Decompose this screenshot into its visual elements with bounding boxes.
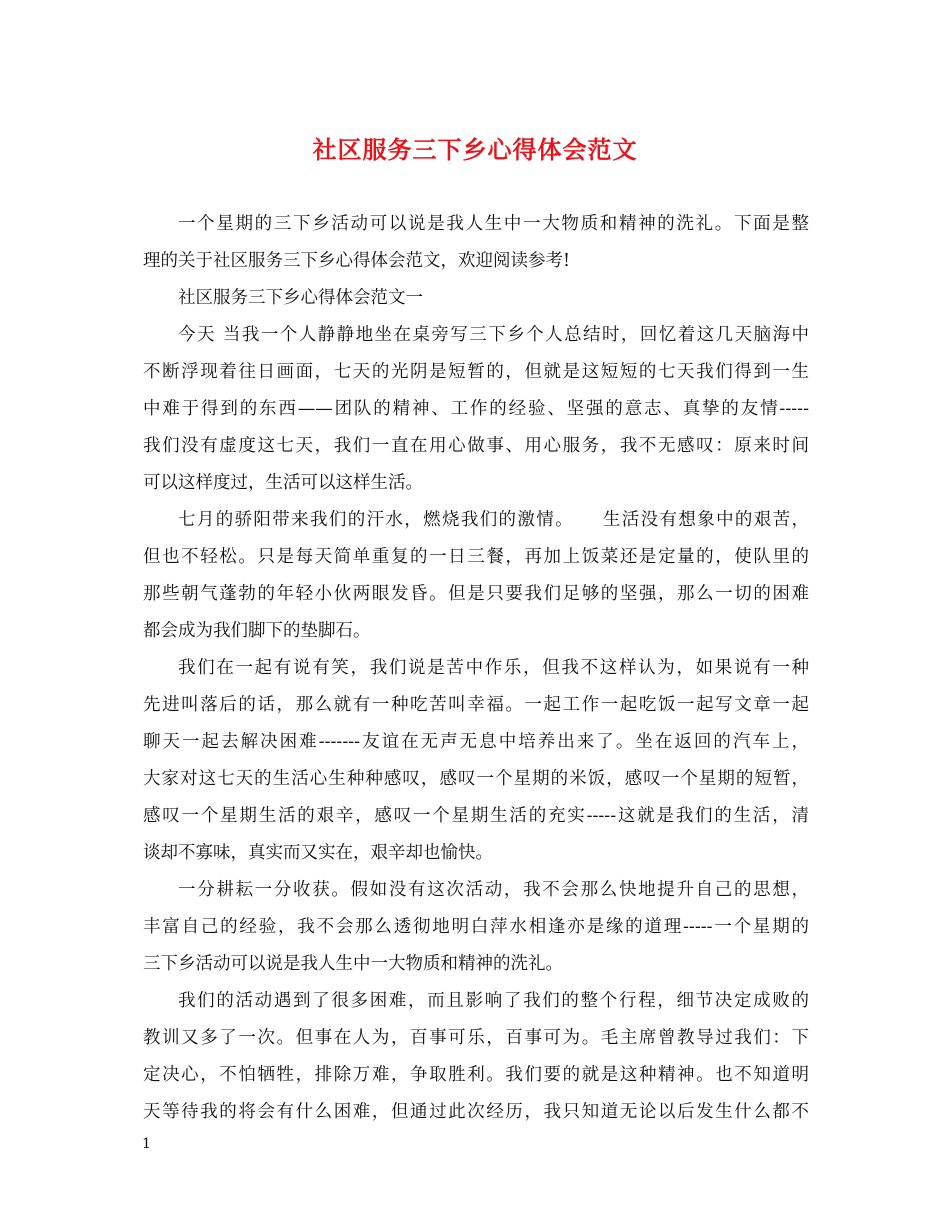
text-line: 我们的活动遇到了很多困难，而且影响了我们的整个行程，细节决定成败的	[178, 991, 809, 1011]
text-line: 一个星期的三下乡活动可以说是我人生中一大物质和精神的洗礼。下面是整	[178, 214, 809, 234]
text-line: 七月的骄阳带来我们的汗水，燃烧我们的激情。 生活没有想象中的艰苦，	[178, 510, 809, 530]
text-line: 理的关于社区服务三下乡心得体会范文，欢迎阅读参考!	[143, 251, 571, 271]
text-line: 一分耕耘一分收获。假如没有这次活动，我不会那么快地提升自己的思想，	[178, 880, 809, 900]
document-body	[143, 206, 809, 1131]
text-line: 社区服务三下乡心得体会范文一	[178, 288, 423, 308]
paragraph	[143, 206, 809, 280]
text-line: 我们没有虚度这七天，我们一直在用心做事、用心服务，我不无感叹：原来时间	[143, 436, 809, 456]
paragraph	[143, 872, 809, 983]
text-line: 天等待我的将会有什么困难，但通过此次经历，我只知道无论以后发生什么都不	[143, 1102, 809, 1122]
text-line: 丰富自己的经验，我不会那么透彻地明白萍水相逢亦是缘的道理-----一个星期的	[143, 917, 809, 937]
text-line: 可以这样度过，生活可以这样生活。	[143, 473, 423, 493]
text-line: 但也不轻松。只是每天简单重复的一日三餐，再加上饭菜还是定量的，使队里的	[143, 547, 809, 567]
text-line: 先进叫落后的话，那么就有一种吃苦叫幸福。一起工作一起吃饭一起写文章一起	[143, 695, 809, 715]
text-line: 都会成为我们脚下的垫脚石。	[143, 621, 371, 641]
paragraph	[143, 317, 809, 502]
text-line: 中难于得到的东西——团队的精神、工作的经验、坚强的意志、真挚的友情-----	[143, 399, 809, 419]
text-line: 感叹一个星期生活的艰辛，感叹一个星期生活的充实-----这就是我们的生活，清	[143, 806, 809, 826]
text-line: 定决心，不怕牺牲，排除万难，争取胜利。我们要的就是这种精神。也不知道明	[143, 1065, 809, 1085]
text-line: 谈却不寡味，真实而又实在，艰辛却也愉快。	[143, 843, 493, 863]
text-line: 三下乡活动可以说是我人生中一大物质和精神的洗礼。	[143, 954, 563, 974]
text-line: 今天 当我一个人静静地坐在桌旁写三下乡个人总结时，回忆着这几天脑海中	[178, 325, 809, 345]
text-line: 那些朝气蓬勃的年轻小伙两眼发昏。但是只要我们足够的坚强，那么一切的困难	[143, 584, 809, 604]
paragraph	[143, 280, 809, 317]
paragraph	[143, 502, 809, 650]
paragraph	[143, 983, 809, 1131]
text-line: 教训又多了一次。但事在人为，百事可乐，百事可为。毛主席曾教导过我们：下	[143, 1028, 809, 1048]
document-title: 社区服务三下乡心得体会范文	[312, 135, 638, 164]
text-line: 大家对这七天的生活心生种种感叹，感叹一个星期的米饭，感叹一个星期的短暂，	[143, 769, 809, 789]
text-line: 我们在一起有说有笑，我们说是苦中作乐，但我不这样认为，如果说有一种	[178, 658, 809, 678]
paragraph	[143, 650, 809, 872]
page-number: 1	[142, 1136, 151, 1152]
text-line: 聊天一起去解决困难-------友谊在无声无息中培养出来了。坐在返回的汽车上，	[143, 732, 809, 752]
text-line: 不断浮现着往日画面，七天的光阴是短暂的，但就是这短短的七天我们得到一生	[143, 362, 809, 382]
